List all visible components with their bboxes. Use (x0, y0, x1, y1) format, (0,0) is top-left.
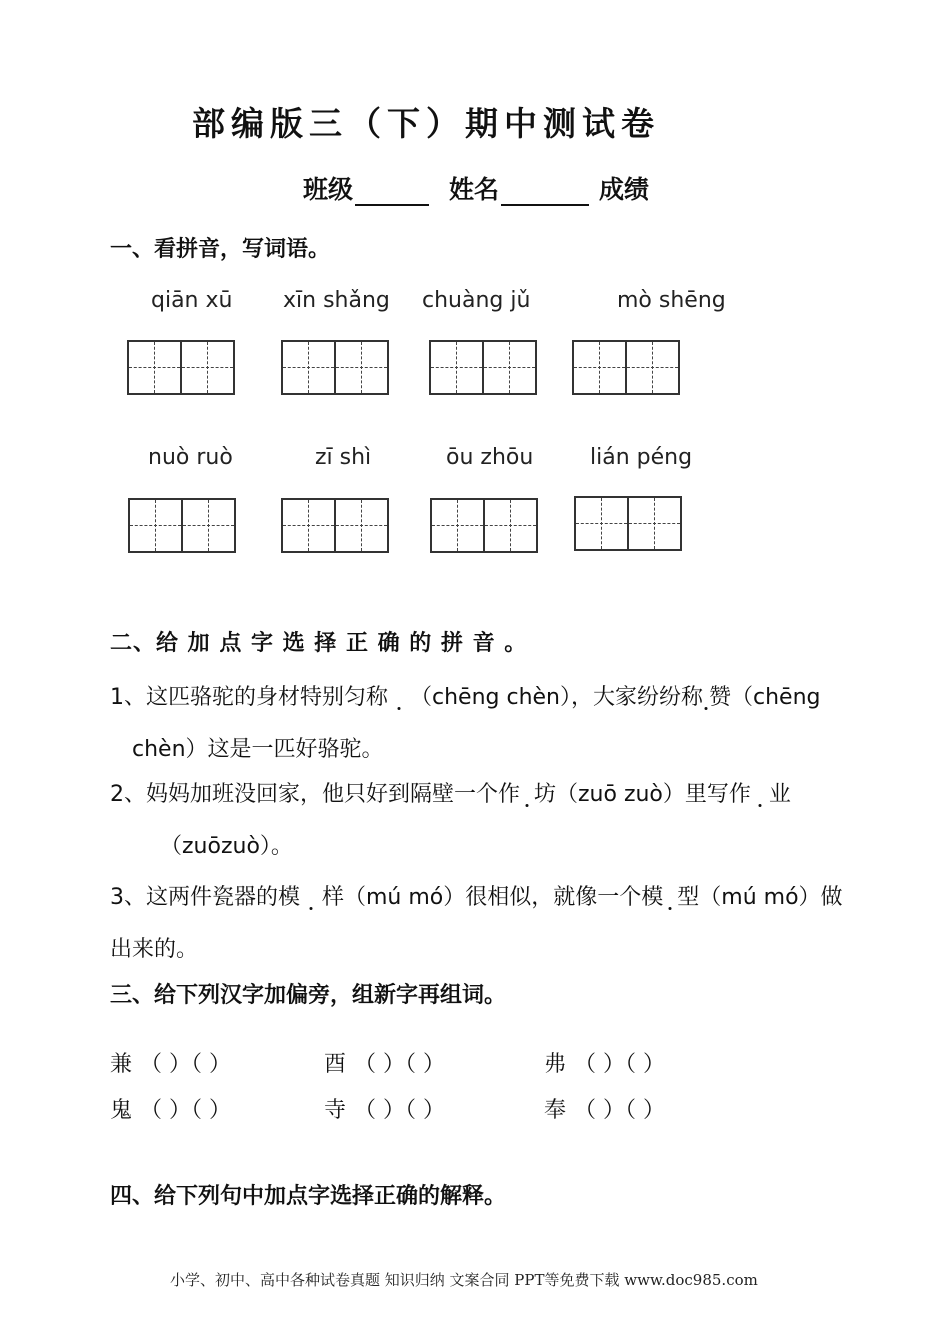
q2-line-2b: （zuōzuò）。 (160, 834, 293, 859)
pinyin-7: ōu zhōu (446, 445, 534, 470)
q2-1-text-c: 赞（chēng (709, 685, 821, 710)
writing-grid-6[interactable] (281, 498, 389, 553)
writing-grid-2[interactable] (281, 340, 389, 395)
q2-line-3 (110, 880, 843, 911)
q2-line-3b: 出来的。 (110, 937, 199, 962)
pinyin-2: xīn shǎng (283, 288, 390, 313)
name-label: 姓名 (449, 175, 500, 204)
writing-grid-4[interactable] (572, 340, 680, 395)
class-label: 班级 (303, 175, 354, 204)
page-title: 部编版三（下）期中测试卷 (192, 104, 660, 143)
q2-3-text-b: 样（mú mó）很相似，就像一个模 (322, 885, 664, 910)
pinyin-8: lián péng (590, 445, 693, 470)
section-1-heading: 一、看拼音，写词语。 (110, 237, 331, 262)
q3-slot-5[interactable]: （ ）（ ） (354, 1098, 445, 1123)
q3-char-6: 奉 (544, 1098, 567, 1123)
q3-slot-6[interactable]: （ ）（ ） (574, 1098, 665, 1123)
section-3-heading: 三、给下列汉字加偏旁，组新字再组词。 (110, 983, 507, 1008)
q2-line-1b: chèn）这是一匹好骆驼。 (132, 737, 384, 762)
q2-2-text-c: 业 (768, 782, 791, 807)
q2-line-2 (110, 777, 791, 808)
q2-1-text-a: 1、这匹骆驼的身材特别匀称 (110, 685, 388, 710)
writing-grid-5[interactable] (128, 498, 236, 553)
class-blank[interactable] (355, 176, 429, 206)
q2-1-text-b: （chēng chèn），大家纷纷称 (410, 685, 703, 710)
footer-text: 小学、初中、高中各种试卷真题 知识归纳 文案合同 PPT等免费下载 www.doc985.com (170, 1271, 758, 1289)
name-blank[interactable] (501, 176, 589, 206)
writing-grid-7[interactable] (430, 498, 538, 553)
q3-char-4: 鬼 (110, 1098, 133, 1123)
q2-3-text-c: 型（mú mó）做 (677, 885, 843, 910)
q3-slot-3[interactable]: （ ）（ ） (574, 1052, 665, 1077)
q3-slot-1[interactable]: （ ）（ ） (140, 1052, 231, 1077)
score-label: 成绩 (599, 175, 650, 204)
q2-line-1 (110, 680, 820, 711)
writing-grid-1[interactable] (127, 340, 235, 395)
writing-grid-3[interactable] (429, 340, 537, 395)
pinyin-3: chuàng jǔ (422, 288, 531, 313)
q2-2-text-b: 坊（zuō zuò）里写作 (534, 782, 751, 807)
writing-grid-8[interactable] (574, 496, 682, 551)
q3-char-2: 酉 (324, 1052, 347, 1077)
q2-3-text-a: 3、这两件瓷器的模 (110, 885, 300, 910)
pinyin-6: zī shì (315, 445, 372, 470)
pinyin-1: qiān xū (151, 288, 233, 313)
section-4-heading: 四、给下列句中加点字选择正确的解释。 (110, 1184, 507, 1209)
student-info (303, 170, 649, 206)
q3-char-1: 兼 (110, 1052, 133, 1077)
q3-char-5: 寺 (324, 1098, 347, 1123)
section-2-heading: 二、给 加 点 字 选 择 正 确 的 拼 音 。 (110, 631, 528, 656)
pinyin-5: nuò ruò (148, 445, 233, 470)
q3-char-3: 弗 (544, 1052, 567, 1077)
pinyin-4: mò shēng (617, 288, 726, 313)
q3-slot-4[interactable]: （ ）（ ） (140, 1098, 231, 1123)
q3-slot-2[interactable]: （ ）（ ） (354, 1052, 445, 1077)
q2-2-text-a: 2、妈妈加班没回家，他只好到隔壁一个作 (110, 782, 520, 807)
